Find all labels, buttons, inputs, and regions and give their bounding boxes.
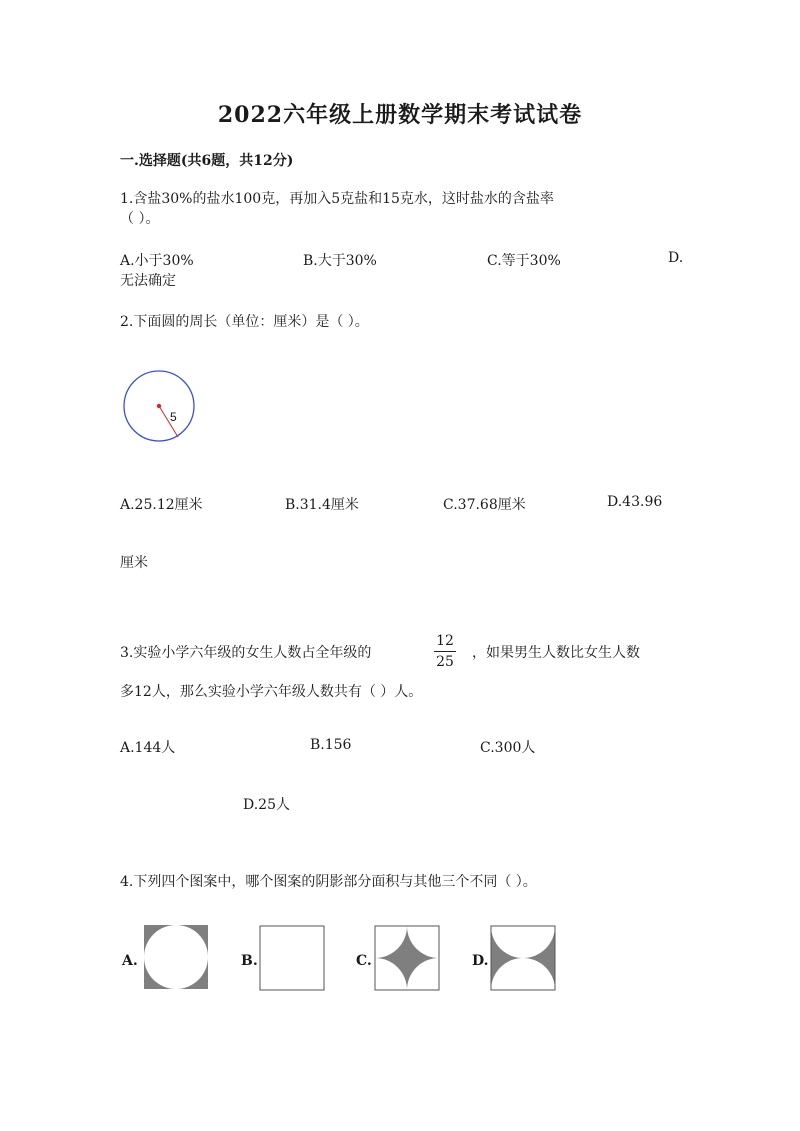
q3-stem-line2: 多12人，那么实验小学六年级人数共有（ ）人。 xyxy=(120,684,423,700)
q4-figure-a[interactable] xyxy=(144,925,208,989)
q2-option-c[interactable]: C.37.68厘米 xyxy=(443,497,526,513)
page-title: 2022六年级上册数学期末考试试卷 xyxy=(217,102,583,128)
q3-fraction-denominator: 25 xyxy=(436,654,454,670)
q3-stem-after: ，如果男生人数比女生人数 xyxy=(472,645,640,661)
q4-stem: 4.下列四个图案中，哪个图案的阴影部分面积与其他三个不同（ ）。 xyxy=(120,874,537,890)
q4-label-d: D. xyxy=(472,953,489,969)
q2-center-dot xyxy=(157,404,161,408)
q2-stem: 2.下面圆的周长（单位：厘米）是（ ）。 xyxy=(120,314,369,330)
q1-option-b[interactable]: B.大于30% xyxy=(303,253,377,269)
q3-option-d[interactable]: D.25人 xyxy=(243,797,290,813)
q3-stem-before: 3.实验小学六年级的女生人数占全年级的 xyxy=(120,645,372,661)
q4-figure-d[interactable] xyxy=(491,926,555,990)
q1-option-d[interactable]: D. xyxy=(668,250,684,266)
q3-fraction xyxy=(434,633,456,670)
q3-option-b[interactable]: B.156 xyxy=(310,737,352,753)
q2-circle-figure xyxy=(120,368,200,448)
q1-option-d-continued: 无法确定 xyxy=(120,273,176,289)
q2-option-a[interactable]: A.25.12厘米 xyxy=(120,497,203,513)
q4-label-b: B. xyxy=(241,953,258,969)
q3-option-c[interactable]: C.300人 xyxy=(480,740,536,756)
q3-fraction-bar xyxy=(434,651,456,652)
q4-figure-b[interactable] xyxy=(260,926,324,990)
q3-fraction-numerator: 12 xyxy=(436,633,454,649)
section-heading: 一.选择题(共6题，共12分) xyxy=(120,153,294,169)
q4-label-c: C. xyxy=(356,953,372,969)
q1-stem-line1: 1.含盐30%的盐水100克，再加入5克盐和15克水，这时盐水的含盐率 xyxy=(120,191,554,207)
q2-radius-label: 5 xyxy=(170,410,177,424)
q1-option-a[interactable]: A.小于30% xyxy=(120,253,194,269)
q1-stem-line2: （ ）。 xyxy=(120,211,160,227)
q1-option-c[interactable]: C.等于30% xyxy=(487,253,561,269)
q2-option-d[interactable]: D.43.96 xyxy=(607,494,663,510)
q2-option-d-continued: 厘米 xyxy=(120,555,148,571)
q2-option-b[interactable]: B.31.4厘米 xyxy=(285,497,359,513)
q4-label-a: A. xyxy=(122,953,138,969)
q3-option-a[interactable]: A.144人 xyxy=(120,740,176,756)
q4-figure-c[interactable] xyxy=(375,926,439,990)
